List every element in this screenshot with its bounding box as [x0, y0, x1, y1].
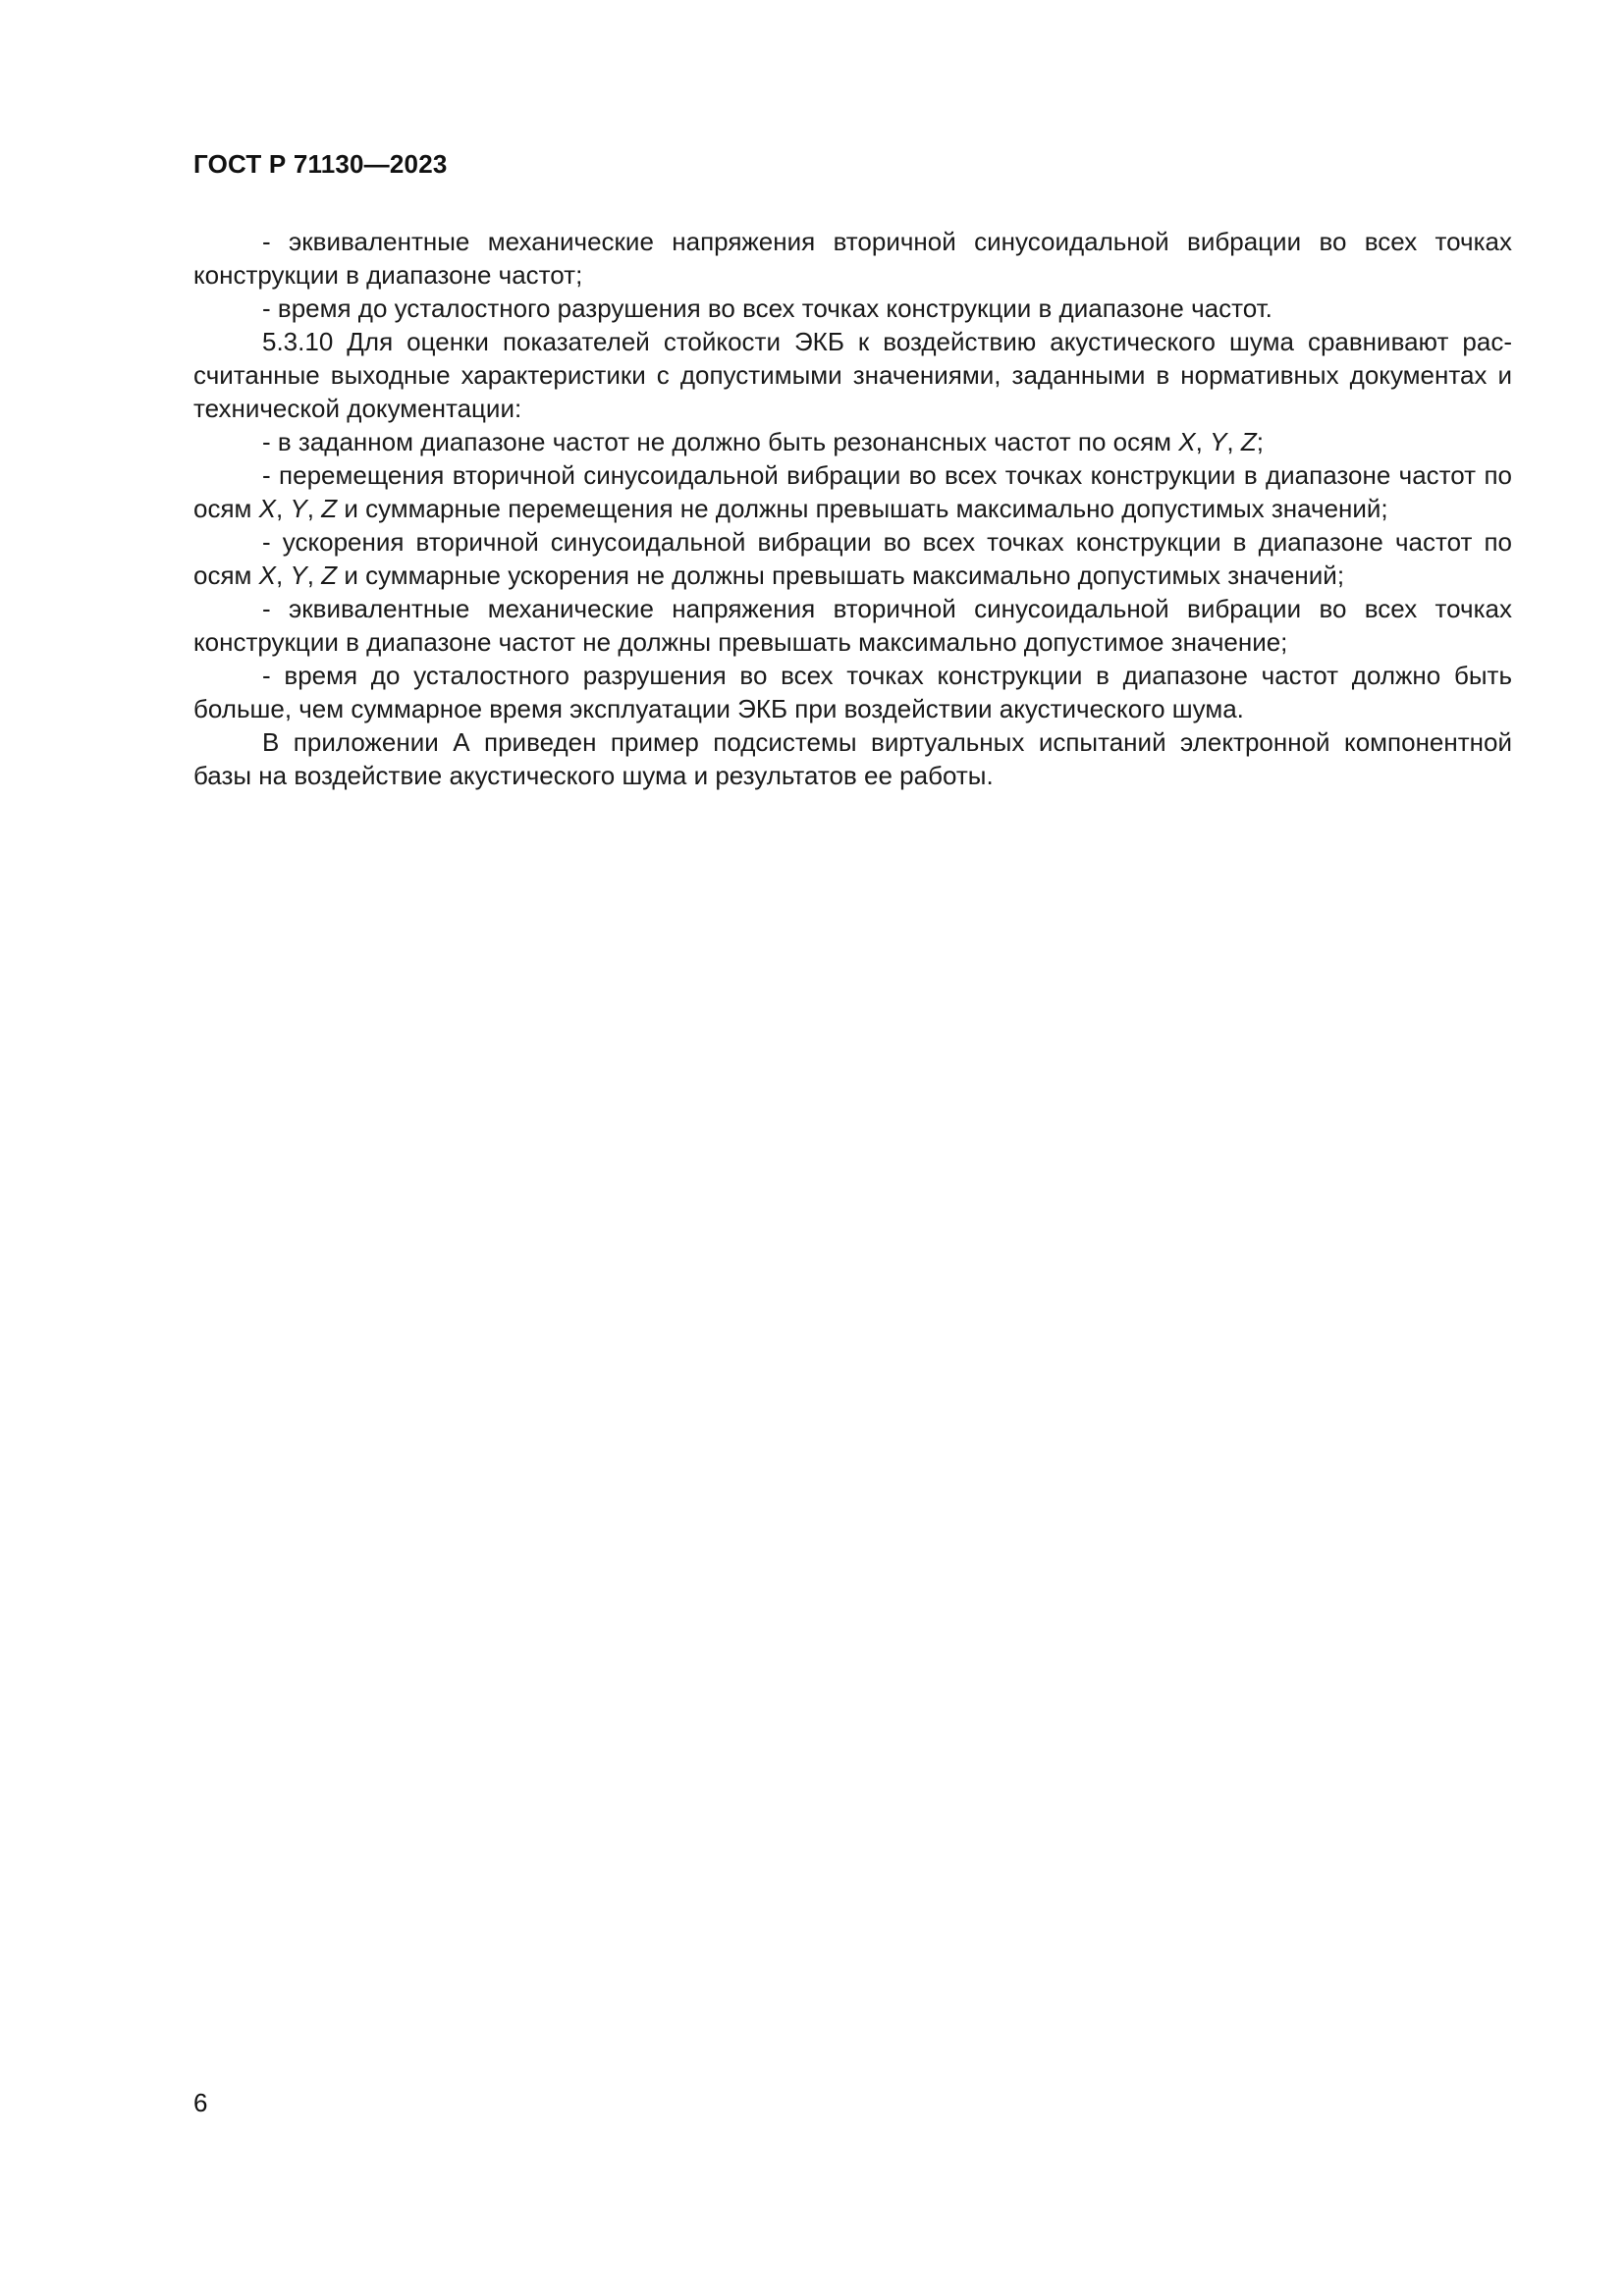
- paragraph-fatigue-limit: - время до усталостного разрушения во всех точках конструкции в диапазоне частот должно быть больше, чем суммарное время эксплуатации ЭКБ при воздействии акустического шума.: [193, 661, 1512, 723]
- document-body: [193, 225, 1512, 792]
- document-code-header: ГОСТ Р 71130—2023: [193, 149, 448, 179]
- paragraph-5-3-10: 5.3.10 Для оценки показателей стойкости ЭКБ к воздействию акустического шума сравнивают рассчитанные выходные характеристики с допустимыми значениями, заданными в нормативных документах и технической документации:: [193, 327, 1512, 423]
- paragraph-displacements: - перемещения вторичной синусоидальной вибрации во всех точках конструкции в диапазоне частот по осям X, Y, Z и суммарные перемещения не должны превышать максимально допустимых значений;: [193, 460, 1512, 523]
- paragraph-appendix-reference: В приложении А приведен пример подсистемы виртуальных испытаний электронной компонентной базы на воздействие акустического шума и результатов ее работы.: [193, 727, 1512, 790]
- paragraph-accelerations: - ускорения вторичной синусоидальной вибрации во всех точках конструкции в диапазоне частот по осям X, Y, Z и суммарные ускорения не должны превышать максимально допустимых значений;: [193, 527, 1512, 590]
- paragraph-equivalent-stresses: - эквивалентные механические напряжения вторичной синусоидальной вибрации во всех точках конструкции в диапазоне частот;: [193, 227, 1512, 290]
- page-number: 6: [193, 2088, 208, 2117]
- paragraph-stress-limit: - эквивалентные механические напряжения вторичной синусоидальной вибрации во всех точках конструкции в диапазоне частот не должны превышать максимально допустимое значение;: [193, 594, 1512, 657]
- paragraph-fatigue-time: - время до усталостного разрушения во всех точках конструкции в диапазоне частот.: [262, 294, 1272, 323]
- paragraph-no-resonance: - в заданном диапазоне частот не должно быть резонансных частот по осям X, Y, Z;: [262, 427, 1264, 456]
